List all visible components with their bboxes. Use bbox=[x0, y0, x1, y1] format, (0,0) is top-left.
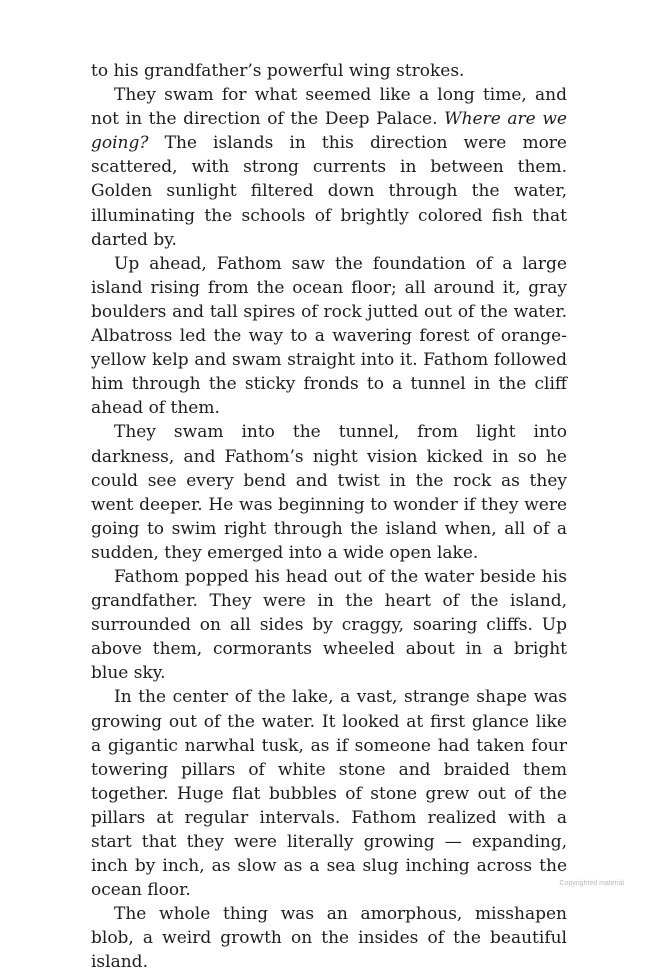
paragraph-6: In the center of the lake, a vast, strange shape was growing out of the water. It looked at first glance like a gigantic narwhal tusk, as if someone had taken four towering pillars of white stone and braided them together. Huge flat bubbles of stone grew out of the pillars at regular intervals. Fathom realized with a start that they were literally growing — expanding, inch by inch, as slow as a sea slug inching across the ocean floor. bbox=[91, 687, 567, 901]
paragraph-1: to his grandfather’s powerful wing strokes. bbox=[91, 61, 465, 81]
paragraph-7: The whole thing was an amorphous, misshapen blob, a weird growth on the insides of the beautiful island. bbox=[91, 904, 567, 973]
inner-thought: Where are we going? bbox=[91, 109, 567, 154]
paragraph-3: Up ahead, Fathom saw the foundation of a large island rising from the ocean floor; all around it, gray boulders and tall spires of rock jutted out of the water. Albatross led the way to a wavering forest of orange-yellow kelp and swam straight into it. Fathom followed him through the sticky fronds to a tunnel in the cliff ahead of them. bbox=[91, 253, 567, 419]
paragraph-2: They swam for what seemed like a long time, and not in the direction of the Deep Palace. Where are we going? The islands in this direction were more scattered, with strong currents in between them. Golden sunlight filtered down through the water, illuminating the schools of brightly colored fish that darted by. bbox=[91, 85, 567, 250]
body-text bbox=[91, 59, 567, 975]
paragraph-5: Fathom popped his head out of the water beside his grandfather. They were in the heart of the island, surrounded on all sides by craggy, soaring cliffs. Up above them, cormorants wheeled about in a bright blue sky. bbox=[91, 566, 567, 684]
copyright-watermark: Copyrighted material bbox=[559, 880, 624, 887]
paragraph-4: They swam into the tunnel, from light into darkness, and Fathom’s night vision kicked in so he could see every bend and twist in the rock as they went deeper. He was beginning to wonder if they were going to swim right through the island when, all of a sudden, they emerged into a wide open lake. bbox=[91, 422, 567, 563]
